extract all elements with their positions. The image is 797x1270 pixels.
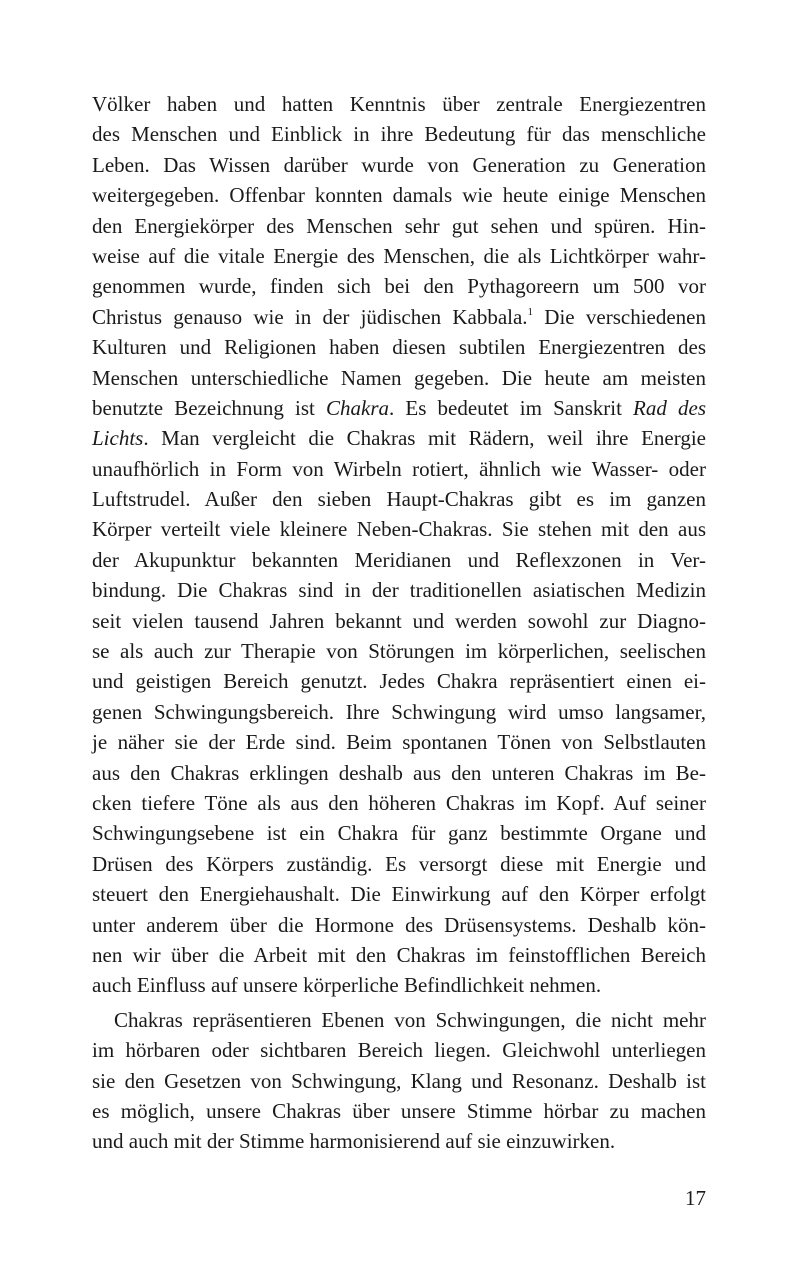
- text-segment: Die verschiedenen: [533, 304, 706, 329]
- paragraph-2: [92, 1005, 706, 1157]
- text-line: nen wir über die Arbeit mit den Chakras im feinstofflichen Bereich: [92, 942, 706, 967]
- text-line: Menschen unterschiedliche Namen gegeben. Die heute am meisten: [92, 365, 706, 390]
- text-line: se als auch zur Therapie von Störungen im körperlichen, seelischen: [92, 639, 706, 664]
- text-line: Körper verteilt viele kleinere Neben-Chakras. Sie stehen mit den aus: [92, 517, 706, 542]
- text-line-with-footnote: [92, 302, 706, 332]
- text-line: genen Schwingungsbereich. Ihre Schwingung wird umso langsamer,: [92, 699, 706, 724]
- text-line-with-italics: [92, 423, 706, 453]
- text-line: sie den Gesetzen von Schwingung, Klang und Resonanz. Deshalb ist: [92, 1068, 706, 1093]
- text-line: weitergegeben. Offenbar konnten damals wie heute einige Menschen: [92, 183, 706, 208]
- text-line: je näher sie der Erde sind. Beim spontanen Tönen von Selbstlauten: [92, 730, 706, 755]
- text-line: der Akupunktur bekannten Meridianen und Reflexzonen in Ver-: [92, 547, 706, 572]
- italic-term-chakra: Chakra: [326, 395, 389, 420]
- text-line: steuert den Energiehaushalt. Die Einwirkung auf den Körper erfolgt: [92, 882, 706, 907]
- body-text: [92, 89, 706, 1157]
- text-line: Kulturen und Religionen haben diesen subtilen Energiezentren des: [92, 335, 706, 360]
- page-number: 17: [685, 1186, 706, 1210]
- italic-term-lichts: Lichts: [92, 426, 144, 451]
- text-line: den Energiekörper des Menschen sehr gut sehen und spüren. Hin-: [92, 213, 706, 238]
- text-line: es möglich, unsere Chakras über unsere Stimme hörbar zu machen: [92, 1098, 706, 1123]
- italic-term-rad-des: Rad des: [633, 395, 706, 420]
- text-line: auch Einfluss auf unsere körperliche Befindlichkeit nehmen.: [92, 973, 602, 998]
- text-line: Leben. Das Wissen darüber wurde von Generation zu Generation: [92, 152, 706, 177]
- text-line: weise auf die vitale Energie des Menschen, die als Lichtkörper wahr-: [92, 243, 706, 268]
- text-segment: . Man vergleicht die Chakras mit Rädern, weil ihre Energie: [143, 426, 706, 451]
- text-line: seit vielen tausend Jahren bekannt und werden sowohl zur Diagno-: [92, 608, 706, 633]
- text-line: unaufhörlich in Form von Wirbeln rotiert, ähnlich wie Wasser- oder: [92, 456, 706, 481]
- text-line: cken tiefere Töne als aus den höheren Chakras im Kopf. Auf seiner: [92, 790, 706, 815]
- text-segment: . Es bedeutet im Sanskrit: [389, 395, 634, 420]
- text-line: aus den Chakras erklingen deshalb aus den unteren Chakras im Be-: [92, 760, 706, 785]
- text-line: Drüsen des Körpers zuständig. Es versorgt diese mit Energie und: [92, 851, 706, 876]
- text-line: Luftstrudel. Außer den sieben Haupt-Chakras gibt es im ganzen: [92, 487, 706, 512]
- text-line: und geistigen Bereich genutzt. Jedes Chakra repräsentiert einen ei-: [92, 669, 706, 694]
- text-line: bindung. Die Chakras sind in der traditionellen asiatischen Medizin: [92, 578, 706, 603]
- text-line: Völker haben und hatten Kenntnis über zentrale Energiezentren: [92, 92, 706, 116]
- footnote-marker: 1: [527, 305, 534, 318]
- text-segment: Christus genauso wie in der jüdischen Kabbala.: [92, 304, 528, 329]
- paragraph-1: [92, 89, 706, 1001]
- text-line: im hörbaren oder sichtbaren Bereich liegen. Gleichwohl unterliegen: [92, 1038, 706, 1063]
- text-line-with-italics: [92, 393, 706, 423]
- text-line: und auch mit der Stimme harmonisierend auf sie einzuwirken.: [92, 1129, 616, 1154]
- text-line: Chakras repräsentieren Ebenen von Schwingungen, die nicht mehr: [114, 1007, 706, 1032]
- text-line: genommen wurde, finden sich bei den Pythagoreern um 500 vor: [92, 274, 706, 299]
- text-line: Schwingungsebene ist ein Chakra für ganz bestimmte Organe und: [92, 821, 706, 846]
- text-segment: benutzte Bezeichnung ist: [92, 395, 326, 420]
- text-line: des Menschen und Einblick in ihre Bedeutung für das menschliche: [92, 122, 706, 147]
- text-line: unter anderem über die Hormone des Drüsensystems. Deshalb kön-: [92, 912, 706, 937]
